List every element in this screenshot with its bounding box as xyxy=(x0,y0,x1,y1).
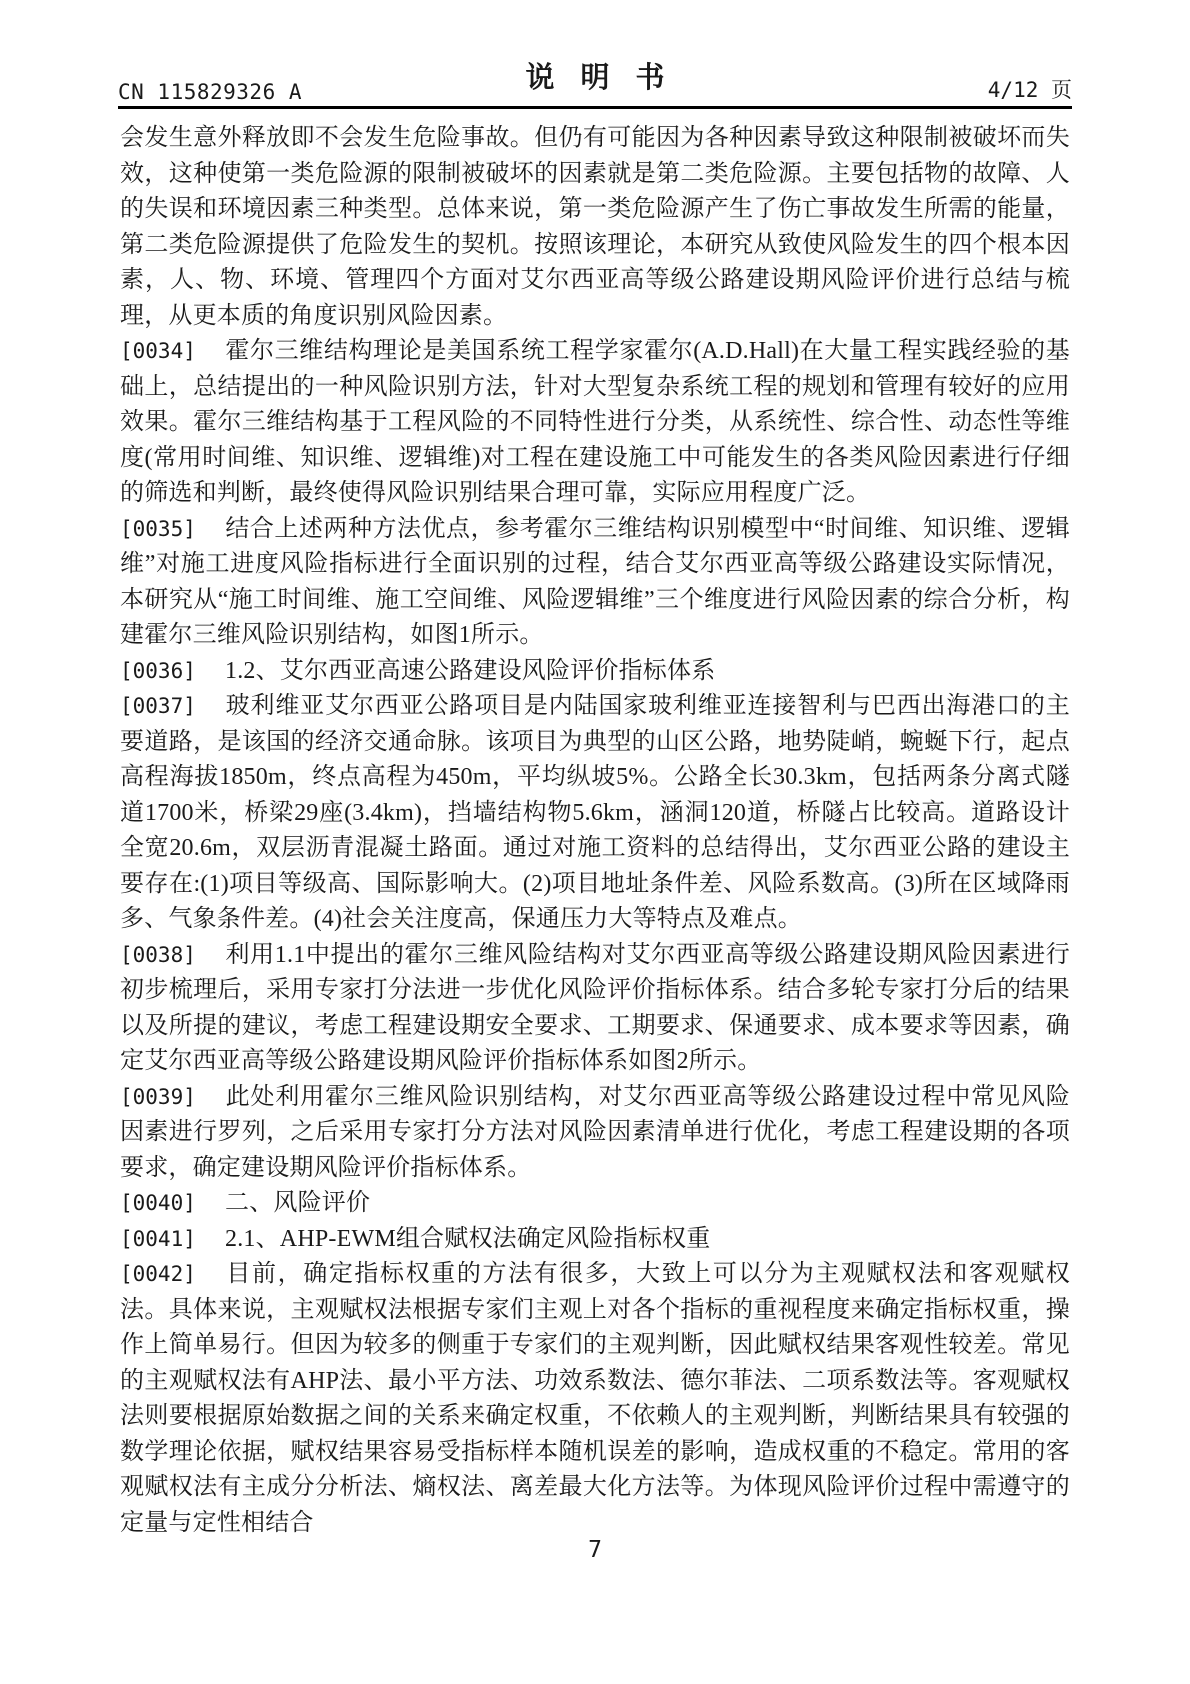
page-header xyxy=(118,0,1072,109)
paragraph xyxy=(120,334,1070,512)
page-number-indicator: 4/12 页 xyxy=(987,78,1072,102)
paragraph-number: [0042] xyxy=(120,1262,196,1286)
paragraph-text: 霍尔三维结构理论是美国系统工程学家霍尔(A.D.Hall)在大量工程实践经验的基础上，总结提出的一种风险识别方法，针对大型复杂系统工程的规划和管理有较好的应用效果。霍尔三维结构基于工程风险的不同特性进行分类，从系统性、综合性、动态性等维度(常用时间维、知识维、逻辑维)对工程在建设施工中可能发生的各类风险因素进行仔细的筛选和判断，最终使得风险识别结果合理可靠，实际应用程度广泛。 xyxy=(120,338,1070,506)
paragraph-text: 利用1.1中提出的霍尔三维风险结构对艾尔西亚高等级公路建设期风险因素进行初步梳理后，采用专家打分法进一步优化风险评价指标体系。结合多轮专家打分后的结果以及所提的建议，考虑工程建设期安全要求、工期要求、保通要求、成本要求等因素，确定艾尔西亚高等级公路建设期风险评价指标体系如图2所示。 xyxy=(120,941,1070,1074)
paragraph xyxy=(120,654,1070,690)
paragraph xyxy=(120,689,1070,938)
paragraph-text: 1.2、艾尔西亚高速公路建设风险评价指标体系 xyxy=(225,657,716,684)
paragraph-number: [0039] xyxy=(120,1084,196,1109)
paragraph xyxy=(120,1257,1070,1541)
paragraph xyxy=(120,1080,1070,1187)
paragraph-number: [0035] xyxy=(120,516,196,541)
paragraph xyxy=(120,1186,1070,1222)
paragraph-text: 会发生意外释放即不会发生危险事故。但仍有可能因为各种因素导致这种限制被破坏而失效，这种使第一类危险源的限制被破坏的因素就是第二类危险源。主要包括物的故障、人的失误和环境因素三种类型。总体来说，第一类危险源产生了伤亡事故发生所需的能量，第二类危险源提供了危险发生的契机。按照该理论，本研究从致使风险发生的四个根本因素，人、物、环境、管理四个方面对艾尔西亚高等级公路建设期风险评价进行总结与梳理，从更本质的角度识别风险因素。 xyxy=(120,125,1070,329)
paragraph-text: 2.1、AHP-EWM组合赋权法确定风险指标权重 xyxy=(225,1225,711,1252)
paragraph-number: [0034] xyxy=(120,339,196,363)
paragraph xyxy=(120,121,1070,334)
document-body xyxy=(120,121,1070,1541)
paragraph xyxy=(120,938,1070,1080)
document-title: 说明书 xyxy=(525,62,691,94)
paragraph-text: 玻利维亚艾尔西亚公路项目是内陆国家玻利维亚连接智利与巴西出海港口的主要道路，是该国的经济交通命脉。该项目为典型的山区公路，地势陡峭，蜿蜒下行，起点高程海拔1850m，终点高程为450m，平均纵坡5%。公路全长30.3km，包括两条分离式隧道1700米，桥梁29座(3.4km)，挡墙结构物5.6km，涵洞120道，桥隧占比较高。道路设计全宽20.6m，双层沥青混凝土路面。通过对施工资料的总结得出，艾尔西亚公路的建设主要存在:(1)项目等级高、国际影响大。(2)项目地址条件差、风险系数高。(3)所在区域降雨多、气象条件差。(4)社会关注度高，保通压力大等特点及难点。 xyxy=(120,693,1070,932)
paragraph-text: 结合上述两种方法优点，参考霍尔三维结构识别模型中“时间维、知识维、逻辑维”对施工进度风险指标进行全面识别的过程，结合艾尔西亚高等级公路建设实际情况，本研究从“施工时间维、施工空间维、风险逻辑维”三个维度进行风险因素的综合分析，构建霍尔三维风险识别结构，如图1所示。 xyxy=(120,515,1070,648)
paragraph-text: 二、风险评价 xyxy=(225,1190,371,1216)
paragraph-number: [0038] xyxy=(120,942,196,967)
footer-page-number: 7 xyxy=(588,1537,602,1563)
paragraph-text: 此处利用霍尔三维风险识别结构，对艾尔西亚高等级公路建设过程中常见风险因素进行罗列，之后采用专家打分方法对风险因素清单进行优化，考虑工程建设期的各项要求，确定建设期风险评价指标体系。 xyxy=(120,1083,1070,1181)
paragraph-number: [0041] xyxy=(120,1226,196,1251)
paragraph-number: [0037] xyxy=(120,694,196,718)
paragraph-text: 目前，确定指标权重的方法有很多，大致上可以分为主观赋权法和客观赋权法。具体来说，主观赋权法根据专家们主观上对各个指标的重视程度来确定指标权重，操作上简单易行。但因为较多的侧重于专家们的主观判断，因此赋权结果客观性较差。常见的主观赋权法有AHP法、最小平方法、功效系数法、德尔菲法、二项系数法等。客观赋权法则要根据原始数据之间的关系来确定权重，不依赖人的主观判断，判断结果具有较强的数学理论依据，赋权结果容易受指标样本随机误差的影响，造成权重的不稳定。常用的客观赋权法有主成分分析法、熵权法、离差最大化方法等。为体现风险评价过程中需遵守的定量与定性相结合 xyxy=(120,1261,1070,1536)
page-footer xyxy=(0,1537,1190,1563)
paragraph xyxy=(120,1222,1070,1258)
paragraph xyxy=(120,512,1070,654)
patent-number: CN 115829326 A xyxy=(118,80,303,104)
paragraph-number: [0036] xyxy=(120,658,196,683)
paragraph-number: [0040] xyxy=(120,1191,196,1215)
